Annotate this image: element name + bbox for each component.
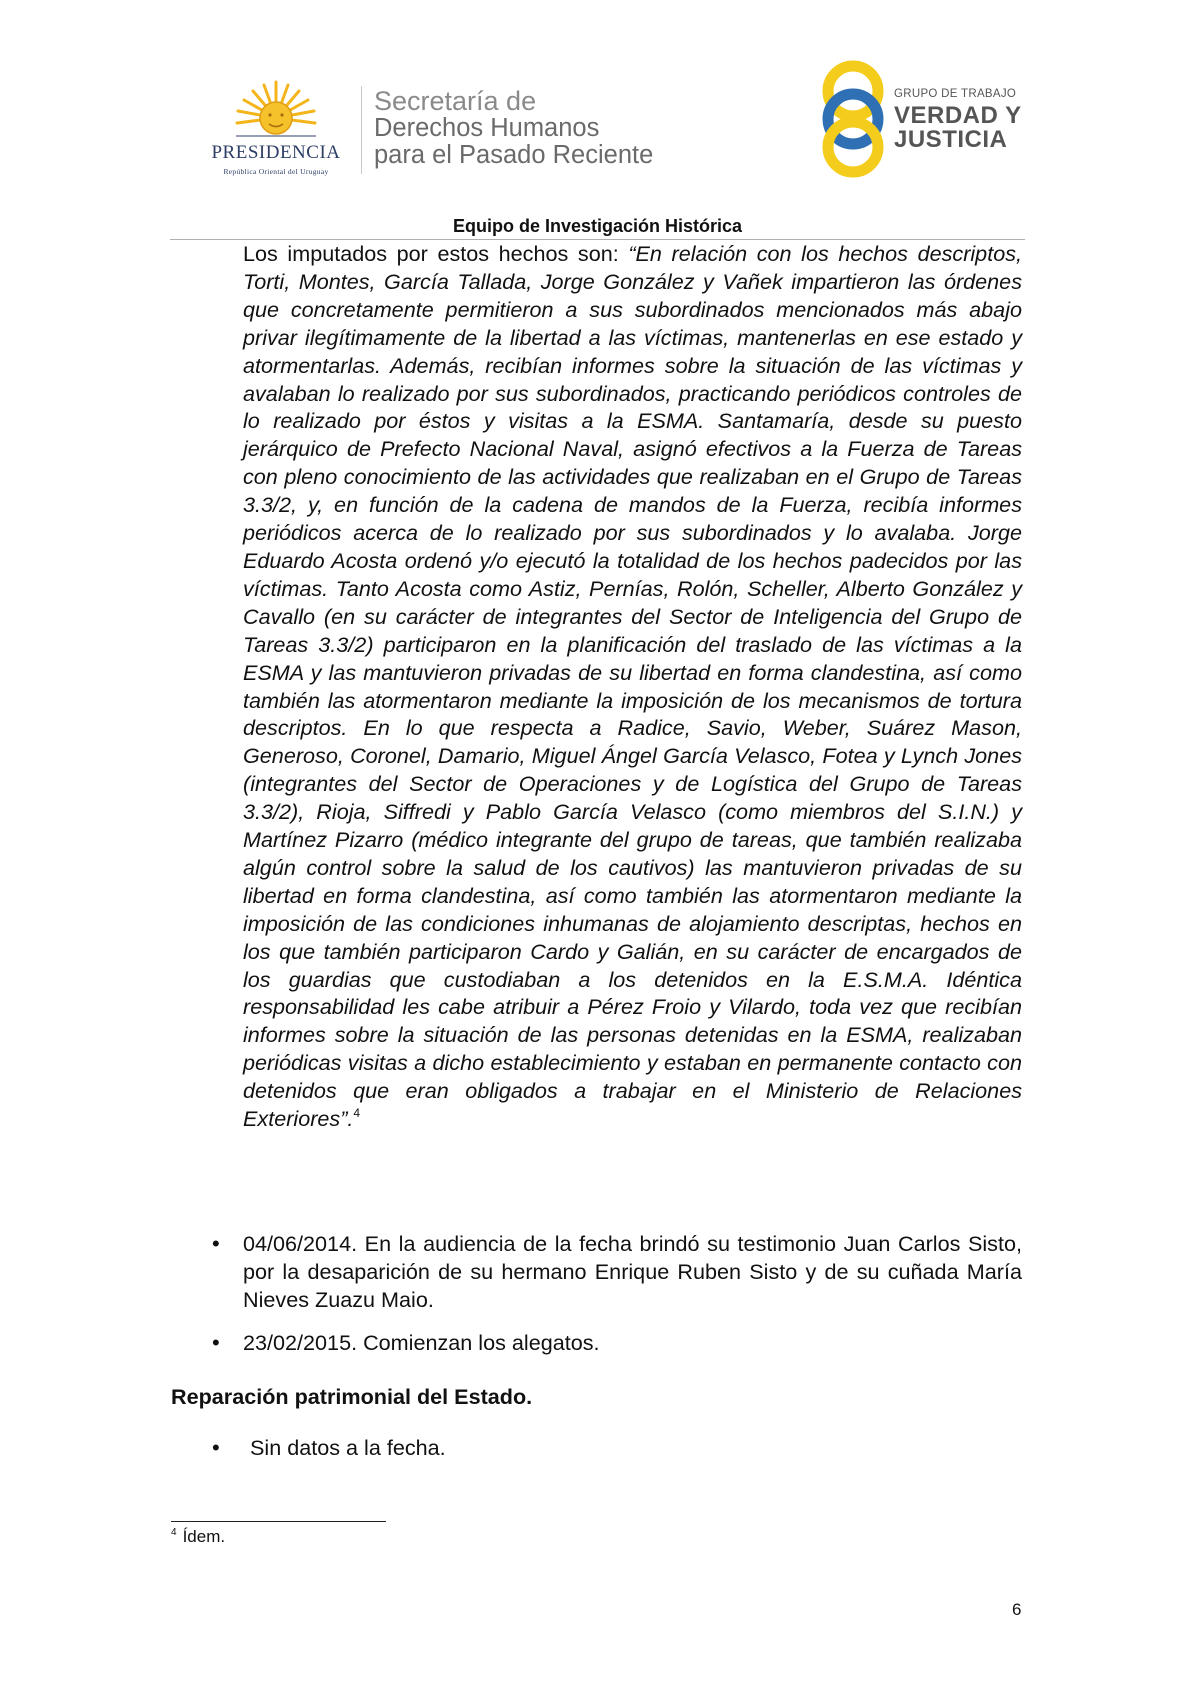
secretaria-line-3: para el Pasado Reciente (374, 141, 654, 169)
page-number: 6 (1012, 1600, 1022, 1619)
bullet-item: 04/06/2014. En la audiencia de la fecha brindó su testimonio Juan Carlos Sisto, por la desaparición de su hermano Enrique Ruben Sisto y de su cuñada María Nieves Zuazu Maio. (243, 1231, 1022, 1312)
verdad-justicia-logo (820, 58, 1030, 178)
grupo-label: GRUPO DE TRABAJO (894, 88, 1017, 100)
footnote-number: 4 (171, 1527, 177, 1538)
footnote (171, 1527, 225, 1547)
quote-intro: Los imputados por estos hechos son: (243, 241, 629, 266)
bullet-symbol: • (212, 1435, 220, 1460)
sun-icon (234, 78, 318, 144)
secretaria-line-1: Secretaría de (374, 86, 537, 116)
presidencia-logo (196, 78, 356, 178)
team-title: Equipo de Investigación Histórica (452, 216, 743, 236)
header-divider (361, 86, 362, 174)
section-heading: Reparación patrimonial del Estado. (171, 1384, 533, 1409)
verdad-label: VERDAD Y (894, 102, 1022, 129)
footnote-ref: 4 (353, 1106, 361, 1121)
bullet-symbol: • (212, 1330, 220, 1355)
footnote-rule (171, 1521, 386, 1522)
justicia-label: JUSTICIA (894, 126, 1008, 153)
quote-paragraph (243, 240, 1022, 1133)
secretaria-line-2: Derechos Humanos (374, 114, 600, 142)
presidencia-subtitle: República Oriental del Uruguay (223, 167, 329, 176)
presidencia-name: PRESIDENCIA (211, 142, 341, 163)
bullet-symbol: • (212, 1231, 220, 1256)
footnote-text: Ídem. (182, 1527, 226, 1546)
rings-icon (820, 58, 892, 182)
bullet-item: 23/02/2015. Comienzan los alegatos. (243, 1330, 600, 1355)
secretaria-logo-text (374, 88, 653, 169)
bullet-item: Sin datos a la fecha. (250, 1435, 446, 1460)
quote-text: “En relación con los hechos descriptos, Torti, Montes, García Tallada, Jorge González y Vañek impartieron las órdenes que concretamente permitieron a sus subordinados mencionados más abajo privar ilegítimamente de la libertad a las víctimas, mantenerlas en ese estado y atormentarlas. Además, recibían informes sobre la situación de las víctimas y avalaban lo realizado por sus subordinados, practicando periódicos controles de lo realizado por éstos y visitas a la ESMA. Santamaría, desde su puesto jerárquico de Prefecto Nacional Naval, asignó efectivos a la Fuerza de Tareas con pleno conocimiento de las actividades que realizaban en el Grupo de Tareas 3.3/2, y, en función de la cadena de mandos de la Fuerza, recibía informes periódicos acerca de lo realizado por sus subordinados y lo avalaba. Jorge Eduardo Acosta ordenó y/o ejecutó la totalidad de los hechos padecidos por las víctimas. Tanto Acosta como Astiz, Pernías, Rolón, Scheller, Alberto González y Cavallo (en su carácter de integrantes del Sector de Inteligencia del Grupo de Tareas 3.3/2) participaron en la planificación del traslado de las víctimas a la ESMA y las mantuvieron privadas de su libertad en forma clandestina, así como también las atormentaron mediante la imposición de los mecanismos de tortura descriptos. En lo que respecta a Radice, Savio, Weber, Suárez Mason, Generoso, Coronel, Damario, Miguel Ángel García Velasco, Fotea y Lynch Jones (integrantes del Sector de Operaciones y de Logística del Grupo de Tareas 3.3/2), Rioja, Siffredi y Pablo García Velasco (como miembros del S.I.N.) y Martínez Pizarro (médico integrante del grupo de tareas, que también realizaba algún control sobre la salud de los cautivos) las mantuvieron privadas de su libertad en forma clandestina, así como también las atormentaron mediante la imposición de las condiciones inhumanas de alojamiento descriptas, hechos en los que también participaron Cardo y Galián, en su carácter de encargados de los guardias que custodiaban a los detenidos en la E.S.M.A. Idéntica responsabilidad les cabe atribuir a Pérez Froio y Vilardo, toda vez que recibían informes sobre la situación de las personas detenidas en la ESMA, realizaban periódicas visitas a dicho establecimiento y estaban en permanente contacto con detenidos que eran obligados a trabajar en el Ministerio de Relaciones Exteriores”. (243, 241, 1022, 1132)
